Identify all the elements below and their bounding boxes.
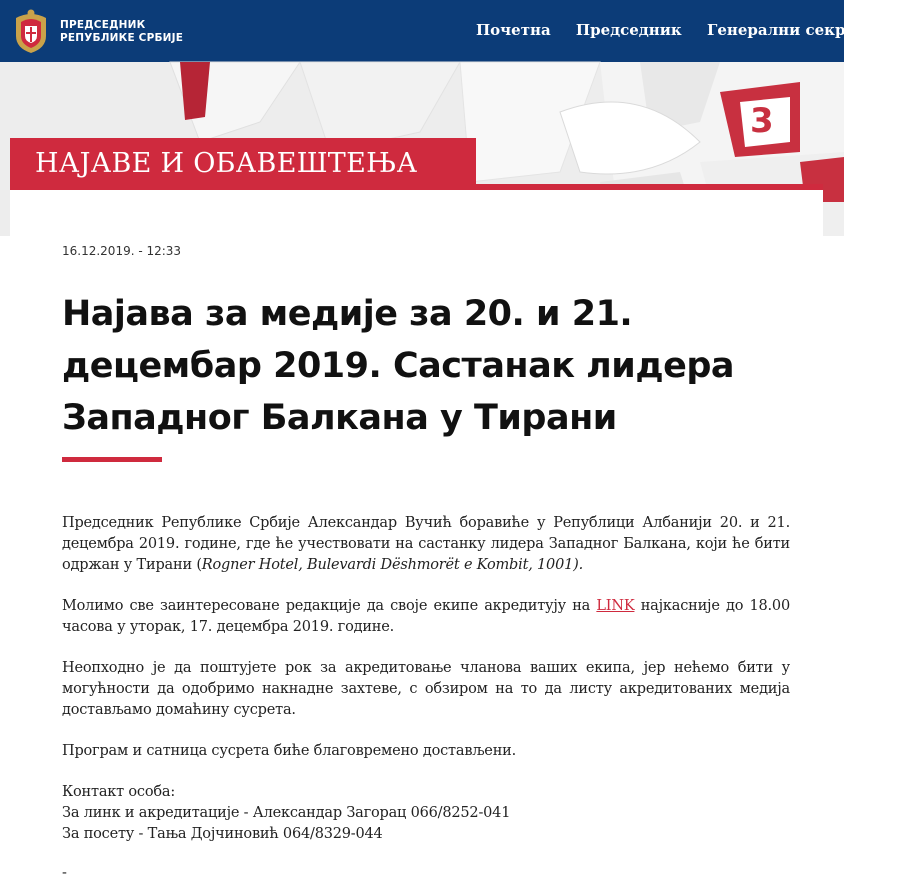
brand-name[interactable] [60, 19, 183, 45]
contact-accreditation: За линк и акредитације - Александар Загорац 066/8252-041 [62, 805, 511, 821]
nav-item-president[interactable]: Председник [575, 21, 682, 39]
paragraph-2-after: најкасније до 18.00 часова у уторак, 17. децембра 2019. године. [62, 598, 790, 635]
paragraph-1 [62, 513, 790, 576]
article-date: 16.12.2019. - 12:33 [62, 244, 182, 258]
svg-text:3: 3 [750, 101, 774, 141]
article-title: Најава за медије за 20. и 21. децембар 2019. Састанак лидера Западног Балкана у Тирани [62, 294, 735, 438]
top-navigation-bar [0, 0, 885, 62]
article-body [62, 513, 790, 884]
paragraph-2-before: Молимо све заинтересоване редакције да своје екипе акредитују на [62, 598, 597, 614]
contact-visit: За посету - Тања Дојчиновић 064/8329-044 [62, 826, 383, 842]
contact-block [62, 782, 790, 884]
title-divider [62, 457, 162, 462]
nav-item-general-secretary[interactable]: Генерални секретар [706, 21, 885, 39]
main-nav [476, 21, 905, 39]
brand-line-2: РЕПУБЛИКЕ СРБИЈЕ [60, 32, 184, 44]
section-banner [10, 138, 476, 190]
coat-of-arms-logo[interactable] [12, 8, 50, 54]
paragraph-4: Програм и сатница сусрета биће благовремено достављени. [62, 743, 517, 759]
accreditation-link[interactable]: LINK [596, 598, 635, 614]
paragraph-3: Неопходно је да поштујете рок за акредитовање чланова ваших екипа, јер нећемо бити у могућности да одобримо накнадне захтеве, с обзиром на то да листу акредитованих медија достављамо домаћину сусрета. [62, 660, 790, 718]
brand-line-1: ПРЕДСЕДНИК [60, 19, 146, 31]
trailing-dash: - [62, 865, 67, 881]
paragraph-1-text: Председник Републике Србије Александар Вучић боравиће у Републици Албанији 20. и 21. децембра 2019. године, где ће учествовати на састанку лидера Западног Балкана, који ће бити одржан у Тирани ( [62, 515, 790, 573]
venue-address: Rogner Hotel, Bulevardi Dëshmorët e Kombit, 1001). [201, 557, 583, 573]
section-title: НАЈАВЕ И ОБАВЕШТЕЊА [35, 148, 418, 179]
contact-label: Контакт особа: [62, 784, 176, 800]
nav-item-home[interactable]: Почетна [476, 21, 551, 39]
paragraph-2 [62, 596, 790, 638]
article-card [10, 190, 823, 890]
